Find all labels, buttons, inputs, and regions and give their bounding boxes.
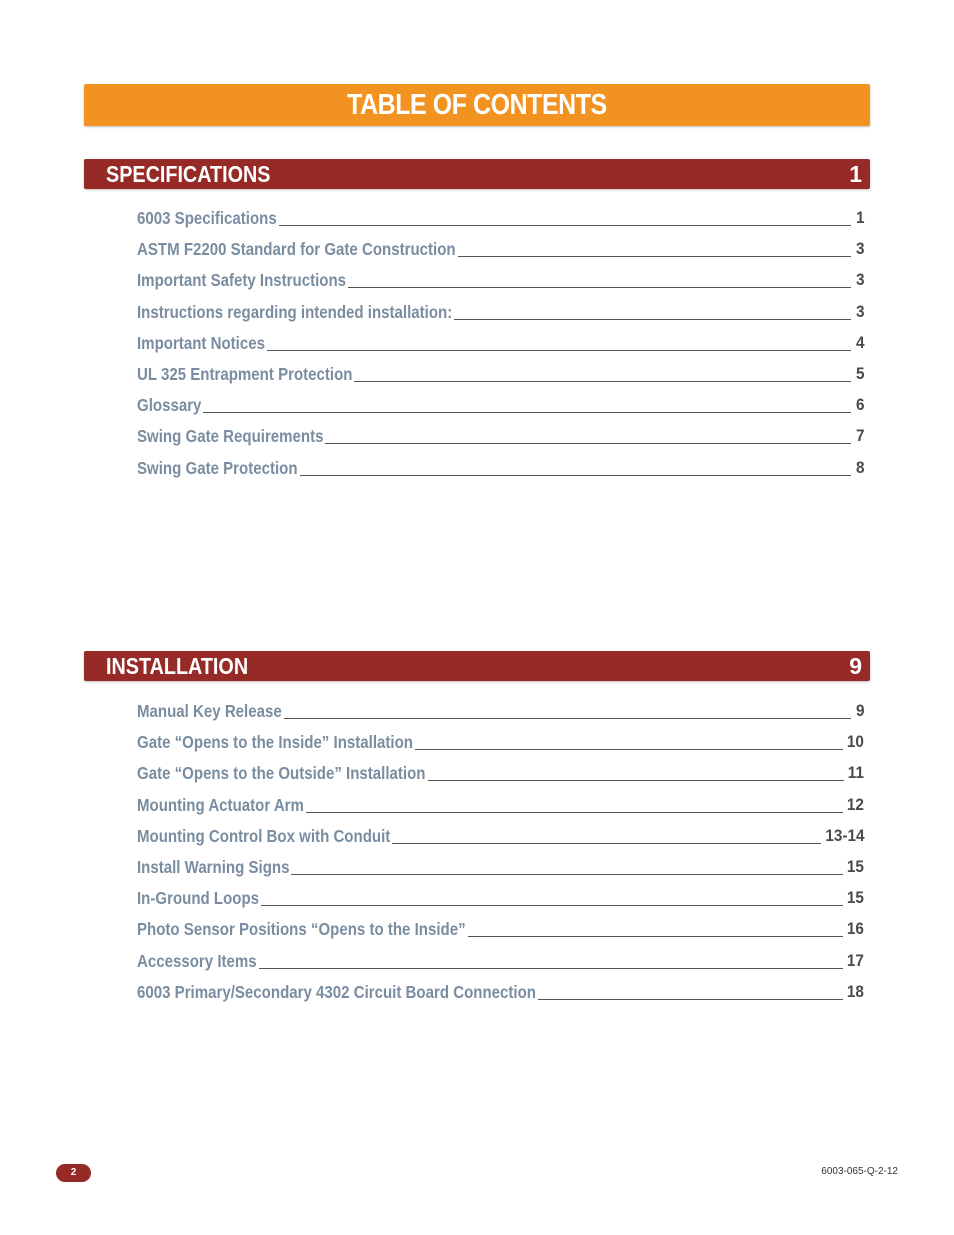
dot-leader-line — [300, 475, 852, 476]
toc-entry-page-number: 11 — [847, 763, 864, 783]
toc-list-specifications — [137, 208, 864, 489]
toc-entry-label[interactable]: ASTM F2200 Standard for Gate Construction — [137, 239, 456, 260]
section-header-specifications[interactable] — [84, 159, 870, 189]
dot-leader-line — [458, 256, 852, 257]
dot-leader-line — [415, 749, 843, 750]
toc-entry-label[interactable]: Gate “Opens to the Outside” Installation — [137, 763, 426, 784]
toc-entry[interactable] — [137, 208, 864, 239]
dot-leader-line — [354, 381, 851, 382]
toc-entry[interactable] — [137, 270, 864, 301]
toc-entry[interactable] — [137, 826, 864, 857]
page-number-badge: 2 — [56, 1164, 91, 1182]
dot-leader-line — [284, 718, 852, 719]
toc-entry-label[interactable]: Mounting Control Box with Conduit — [137, 825, 391, 846]
toc-entry[interactable] — [137, 857, 864, 888]
dot-leader-line — [348, 287, 851, 288]
dot-leader-line — [392, 843, 821, 844]
dot-leader-line — [325, 443, 851, 444]
toc-entry-page-number: 12 — [846, 794, 864, 814]
toc-entry-page-number: 4 — [855, 332, 864, 352]
toc-entry-label[interactable]: Manual Key Release — [137, 701, 282, 721]
page-title: TABLE OF CONTENTS — [347, 88, 607, 121]
toc-entry[interactable] — [137, 732, 864, 763]
toc-entry-page-number: 3 — [855, 301, 864, 321]
toc-entry[interactable] — [137, 888, 864, 919]
toc-entry-label[interactable]: Swing Gate Requirements — [137, 426, 324, 447]
toc-entry-page-number: 15 — [846, 888, 864, 908]
toc-entry-label[interactable]: Instructions regarding intended installation: — [137, 301, 453, 322]
toc-entry-label[interactable]: Accessory Items — [137, 950, 257, 971]
toc-entry[interactable] — [137, 426, 864, 457]
toc-entry-page-number: 5 — [855, 363, 864, 383]
dot-leader-line — [259, 968, 843, 969]
toc-list-installation — [137, 701, 864, 1013]
toc-entry-label[interactable]: 6003 Specifications — [137, 208, 277, 228]
toc-entry-label[interactable]: Important Safety Instructions — [137, 270, 347, 291]
toc-entry[interactable] — [137, 333, 864, 364]
toc-entry-label[interactable]: Photo Sensor Positions “Opens to the Inside” — [137, 919, 466, 940]
dot-leader-line — [203, 412, 851, 413]
dot-leader-line — [468, 936, 843, 937]
toc-entry-label[interactable]: Swing Gate Protection — [137, 457, 298, 478]
toc-entry-label[interactable]: Mounting Actuator Arm — [137, 794, 304, 815]
toc-entry[interactable] — [137, 795, 864, 826]
toc-entry[interactable] — [137, 458, 864, 489]
toc-entry-label[interactable]: UL 325 Entrapment Protection — [137, 363, 353, 384]
toc-entry-label[interactable]: Gate “Opens to the Inside” Installation — [137, 732, 413, 753]
toc-entry[interactable] — [137, 763, 864, 794]
toc-entry-page-number: 3 — [855, 239, 864, 259]
document-code: 6003-065-Q-2-12 — [821, 1166, 898, 1177]
dot-leader-line — [279, 225, 852, 226]
dot-leader-line — [267, 350, 852, 351]
toc-entry-page-number: 3 — [855, 270, 864, 290]
section-title: SPECIFICATIONS — [106, 161, 271, 187]
toc-entry-page-number: 15 — [846, 856, 864, 876]
toc-entry-label[interactable]: Important Notices — [137, 332, 265, 353]
toc-entry-page-number: 8 — [855, 457, 864, 477]
toc-entry-page-number: 17 — [846, 950, 864, 970]
toc-entry-page-number: 6 — [855, 395, 864, 415]
toc-entry-page-number: 13-14 — [824, 825, 864, 845]
toc-entry-page-number: 1 — [855, 208, 864, 227]
section-title: INSTALLATION — [106, 653, 249, 679]
toc-entry[interactable] — [137, 239, 864, 270]
toc-entry-label[interactable]: In-Ground Loops — [137, 888, 260, 909]
dot-leader-line — [261, 905, 843, 906]
toc-entry[interactable] — [137, 919, 864, 950]
toc-entry-label[interactable]: 6003 Primary/Secondary 4302 Circuit Board Connection — [137, 981, 536, 1002]
toc-entry-label[interactable]: Glossary — [137, 395, 202, 416]
toc-entry-page-number: 18 — [846, 981, 864, 1001]
toc-entry-label[interactable]: Install Warning Signs — [137, 856, 290, 877]
toc-entry[interactable] — [137, 951, 864, 982]
dot-leader-line — [291, 874, 842, 875]
toc-entry[interactable] — [137, 395, 864, 426]
toc-title-bar — [84, 84, 870, 126]
toc-entry-page-number: 16 — [846, 919, 864, 939]
dot-leader-line — [538, 999, 843, 1000]
toc-entry[interactable] — [137, 982, 864, 1013]
dot-leader-line — [454, 319, 851, 320]
section-page-number: 1 — [849, 161, 862, 187]
dot-leader-line — [428, 780, 844, 781]
toc-entry-page-number: 9 — [855, 701, 864, 720]
toc-entry[interactable] — [137, 302, 864, 333]
section-header-installation[interactable] — [84, 651, 870, 681]
toc-entry[interactable] — [137, 364, 864, 395]
section-page-number: 9 — [849, 653, 862, 679]
dot-leader-line — [306, 812, 843, 813]
toc-entry-page-number: 7 — [855, 426, 864, 446]
toc-entry-page-number: 10 — [846, 732, 864, 752]
toc-entry[interactable] — [137, 701, 864, 732]
